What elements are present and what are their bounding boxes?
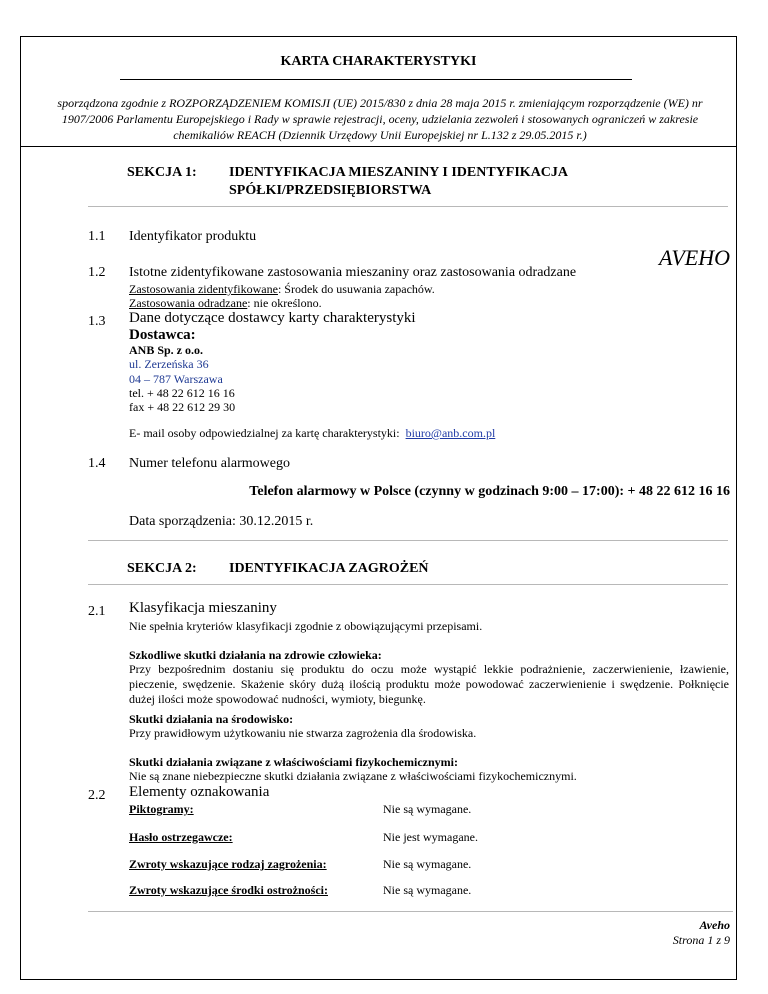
company-name: ANB Sp. z o.o. xyxy=(129,343,204,357)
footer-divider xyxy=(88,911,733,912)
company-city: 04 – 787 Warszawa xyxy=(129,372,223,386)
s12-title: Istotne zidentyfikowane zastosowania mieszaniny oraz zastosowania odradzane xyxy=(129,265,577,280)
s12-number: 1.2 xyxy=(88,265,106,280)
s11-title: Identyfikator produktu xyxy=(129,229,257,244)
section1-end-divider xyxy=(88,540,728,541)
section2-title: IDENTYFIKACJA ZAGROŻEŃ xyxy=(229,561,429,576)
section1-label: SEKCJA 1: xyxy=(127,165,197,180)
identified-uses-value: : Środek do usuwania zapachów. xyxy=(277,282,435,296)
s14-number: 1.4 xyxy=(88,456,106,471)
signal-word-value: Nie jest wymagane. xyxy=(383,830,478,844)
signal-word-label: Hasło ostrzegawcze: xyxy=(129,830,233,844)
pictograms-value: Nie są wymagane. xyxy=(383,802,472,816)
document-title: KARTA CHARAKTERYSTYKI xyxy=(280,54,477,69)
product-name: AVEHO xyxy=(659,245,730,270)
health-effects-text: Przy bezpośrednim dostaniu się produktu do oczu może wystąpić lekkie podrażnienie, zaczerwienienie, łzawienie, pieczenie, swędzenie. Skażenie skóry dużą ilością produktu może powodować zaczerwienienie i swędzenie. Połknięcie dużej ilości może spowodować nudności, wymioty, biegunkę. xyxy=(129,662,729,706)
title-underline xyxy=(120,79,632,80)
section1-divider xyxy=(88,206,728,207)
creation-date: Data sporządzenia: 30.12.2015 r. xyxy=(129,514,314,529)
section1-title-line1: IDENTYFIKACJA MIESZANINY I IDENTYFIKACJA xyxy=(229,165,569,180)
environment-effects-heading: Skutki działania na środowisko: xyxy=(129,712,294,726)
s21-title: Klasyfikacja mieszaniny xyxy=(129,600,277,616)
supplier-heading: Dostawca: xyxy=(129,327,196,343)
company-street: ul. Zerzeńska 36 xyxy=(129,357,209,371)
contact-email-line xyxy=(129,426,495,441)
precautionary-statements-label: Zwroty wskazujące środki ostrożności: xyxy=(129,883,328,897)
environment-effects-text: Przy prawidłowym użytkowaniu nie stwarza zagrożenia dla środowiska. xyxy=(129,726,477,740)
pictograms-label: Piktogramy: xyxy=(129,802,194,816)
advised-against-value: : nie określono. xyxy=(247,296,322,310)
section1-title-line2: SPÓŁKI/PRZEDSIĘBIORSTWA xyxy=(229,183,432,198)
section2-label: SEKCJA 2: xyxy=(127,561,197,576)
section2-divider xyxy=(88,584,728,585)
precautionary-statements-value: Nie są wymagane. xyxy=(383,883,472,897)
hazard-statements-value: Nie są wymagane. xyxy=(383,857,472,871)
identified-uses-label: Zastosowania zidentyfikowane xyxy=(129,282,278,296)
company-fax: fax + 48 22 612 29 30 xyxy=(129,400,236,414)
regulation-intro: sporządzona zgodnie z ROZPORZĄDZENIEM KOMISJI (UE) 2015/830 z dnia 28 maja 2015 r. zmieniającym rozporządzenie (WE) nr 1907/2006 Parlamentu Europejskiego i Rady w sprawie rejestracji, oceny, udzielania zezwoleń i stosowanych ograniczeń w zakresie chemikaliów REACH (Dziennik Urzędowy Unii Europejskiej nr L.132 z 29.05.2015 r.) xyxy=(57,96,703,142)
alarm-phone: Telefon alarmowy w Polsce (czynny w godzinach 9:00 – 17:00): + 48 22 612 16 16 xyxy=(249,484,730,499)
footer-product: Aveho xyxy=(699,918,730,932)
header-divider xyxy=(20,146,737,147)
health-effects-heading: Szkodliwe skutki działania na zdrowie człowieka: xyxy=(129,648,382,662)
s11-number: 1.1 xyxy=(88,229,106,244)
s14-title: Numer telefonu alarmowego xyxy=(129,456,290,471)
s21-text: Nie spełnia kryteriów klasyfikacji zgodnie z obowiązującymi przepisami. xyxy=(129,619,483,633)
footer-page-number: Strona 1 z 9 xyxy=(672,933,730,947)
company-tel: tel. + 48 22 612 16 16 xyxy=(129,386,235,400)
advised-against-label: Zastosowania odradzane xyxy=(129,296,248,310)
physchem-effects-text: Nie są znane niebezpieczne skutki działania związane z właściwościami fizykochemicznymi. xyxy=(129,769,577,783)
advised-against-uses xyxy=(129,296,322,311)
hazard-statements-label: Zwroty wskazujące rodzaj zagrożenia: xyxy=(129,857,327,871)
email-label: E- mail osoby odpowiedzialnej za kartę charakterystyki: xyxy=(129,426,400,440)
s22-title: Elementy oznakowania xyxy=(129,784,270,800)
s21-number: 2.1 xyxy=(88,604,106,619)
email-link[interactable]: biuro@anb.com.pl xyxy=(405,426,496,440)
physchem-effects-heading: Skutki działania związane z właściwościami fizykochemicznymi: xyxy=(129,755,458,769)
s22-number: 2.2 xyxy=(88,788,106,803)
s13-number: 1.3 xyxy=(88,314,106,329)
identified-uses xyxy=(129,282,435,297)
s13-title: Dane dotyczące dostawcy karty charakterystyki xyxy=(129,310,416,326)
